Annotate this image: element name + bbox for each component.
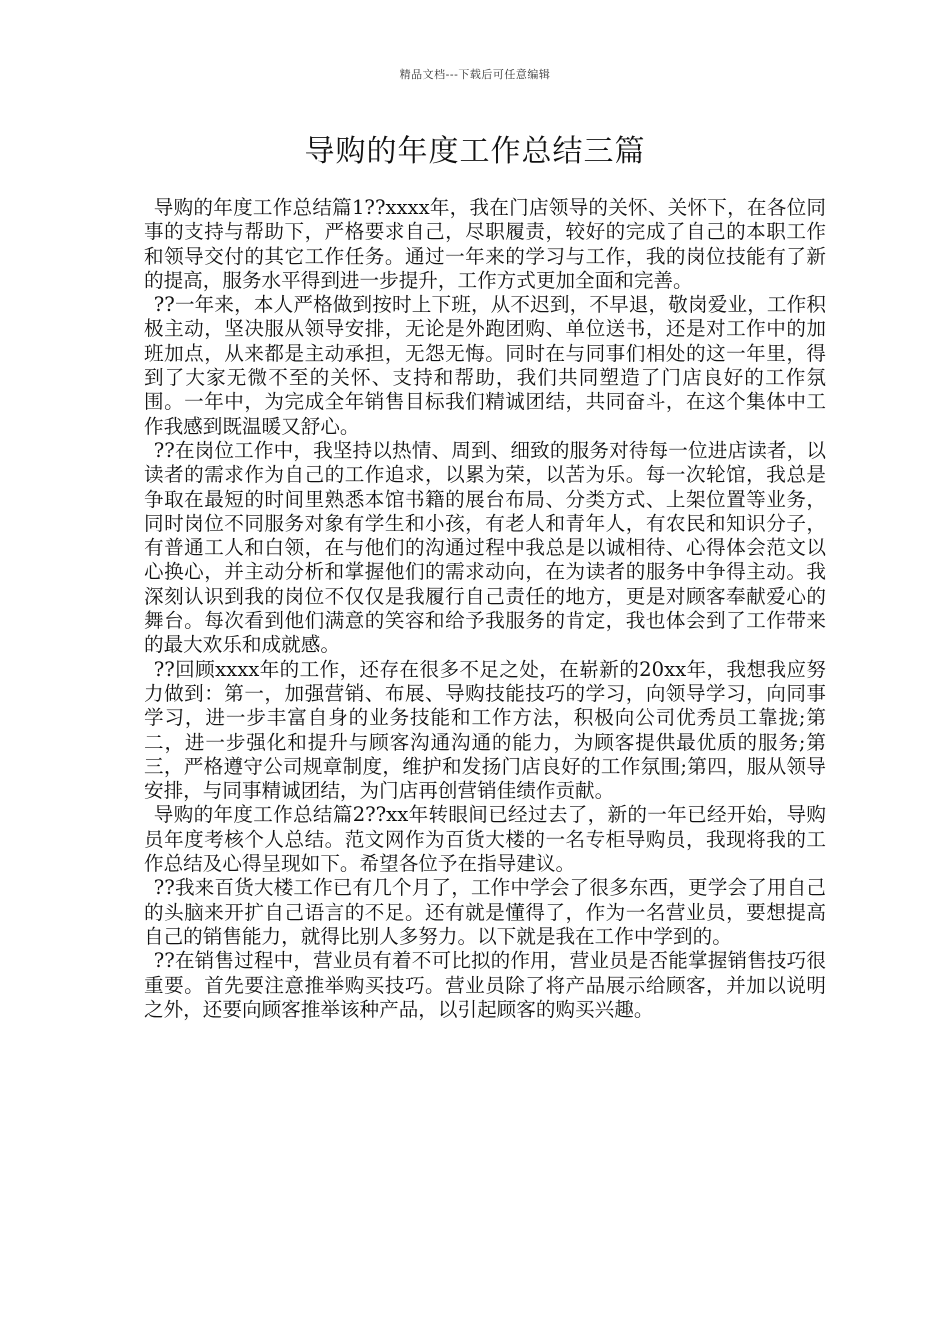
paragraph: ??我来百货大楼工作已有几个月了，工作中学会了很多东西，更学会了用自己的头脑来开扩自己语言的不足。还有就是懂得了，作为一名营业员，要想提高自己的销售能力，就得比别人多努力。以下就是我在工作中学到的。 xyxy=(144,876,826,948)
paragraph: ??在销售过程中，营业员有着不可比拟的作用，营业员是否能掌握销售技巧很重要。首先要注意推举购买技巧。营业员除了将产品展示给顾客，并加以说明之外，还要向顾客推举该种产品，以引起顾客的购买兴趣。 xyxy=(144,949,826,1021)
document-title: 导购的年度工作总结三篇 xyxy=(304,134,646,169)
paragraph: ??回顾xxxx年的工作，还存在很多不足之处，在崭新的20xx年，我想我应努力做到：第一，加强营销、布展、导购技能技巧的学习，向领导学习，向同事学习，进一步丰富自身的业务技能和工作方法，积极向公司优秀员工靠拢;第二，进一步强化和提升与顾客沟通沟通的能力，为顾客提供最优质的服务;第三，严格遵守公司规章制度，维护和发扬门店良好的工作氛围;第四，服从领导安排，与同事精诚团结，为门店再创营销佳绩作贡献。 xyxy=(144,657,826,803)
paragraph: ??在岗位工作中，我坚持以热情、周到、细致的服务对待每一位进店读者，以读者的需求作为自己的工作追求，以累为荣，以苦为乐。每一次轮馆，我总是争取在最短的时间里熟悉本馆书籍的展台布局、分类方式、上架位置等业务，同时岗位不同服务对象有学生和小孩，有老人和青年人，有农民和知识分子，有普通工人和白领，在与他们的沟通过程中我总是以诚相待、心得体会范文以心换心，并主动分析和掌握他们的需求动向，在为读者的服务中争得主动。我深刻认识到我的岗位不仅仅是我履行自己责任的地方，更是对顾客奉献爱心的舞台。每次看到他们满意的笑容和给予我服务的肯定，我也体会到了工作带来的最大欢乐和成就感。 xyxy=(144,438,826,657)
paragraph: 导购的年度工作总结篇1??xxxx年，我在门店领导的关怀、关怀下，在各位同事的支持与帮助下，严格要求自己，尽职履责，较好的完成了自己的本职工作和领导交付的其它工作任务。通过一年来的学习与工作，我的岗位技能有了新的提高，服务水平得到进一步提升，工作方式更加全面和完善。 xyxy=(144,196,826,292)
document-body xyxy=(144,196,826,1022)
paragraph: 导购的年度工作总结篇2??xx年转眼间已经过去了，新的一年已经开始，导购员年度考核个人总结。范文网作为百货大楼的一名专柜导购员，我现将我的工作总结及心得呈现如下。希望各位予在指导建议。 xyxy=(144,803,826,876)
header-note: 精品文档---下载后可任意编辑 xyxy=(399,68,551,81)
paragraph: ??一年来，本人严格做到按时上下班，从不迟到，不早退，敬岗爱业，工作积极主动，坚决服从领导安排，无论是外跑团购、单位送书，还是对工作中的加班加点，从来都是主动承担，无怨无悔。同时在与同事们相处的这一年里，得到了大家无微不至的关怀、支持和帮助，我们共同塑造了门店良好的工作氛围。一年中，为完成全年销售目标我们精诚团结，共同奋斗，在这个集体中工作我感到既温暖又舒心。 xyxy=(144,293,826,438)
